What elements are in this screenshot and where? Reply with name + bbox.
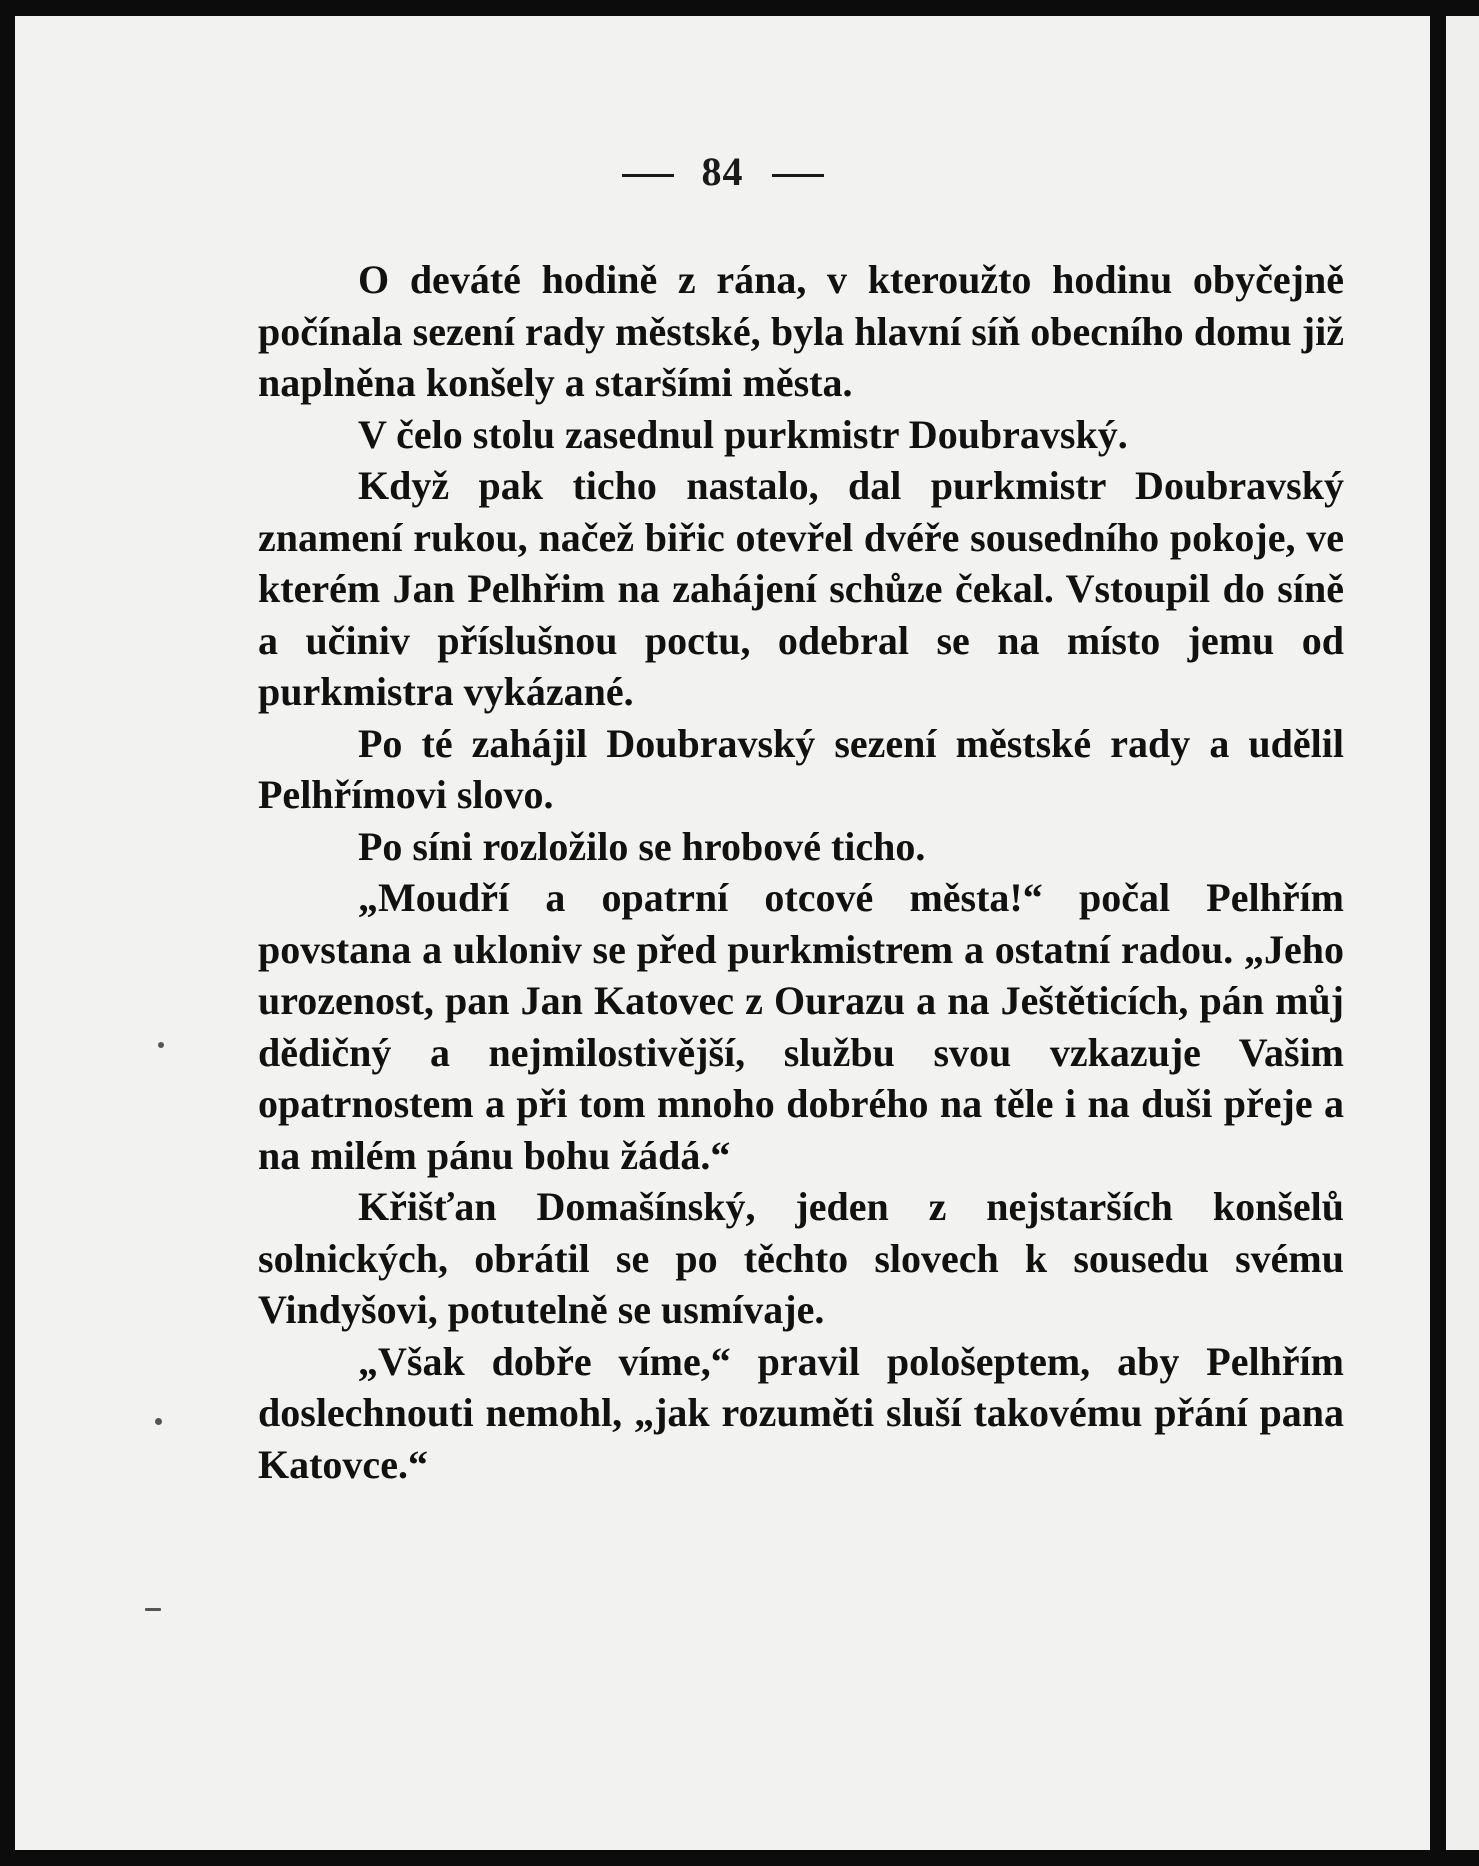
paragraph: Po síni rozložilo se hrobové ticho.	[358, 823, 926, 869]
right-dash	[772, 174, 824, 177]
paragraph: V čelo stolu zasednul purkmistr Doubravský.	[358, 411, 1128, 457]
page-number: 84	[701, 149, 744, 194]
paragraph: Když pak ticho nastalo, dal purkmistr Doubravský znamení rukou, načež biřic otevřel dvéře sousedního pokoje, ve kterém Jan Pelhřim na zahájení schůze čekal. Vstoupil do síně a učiniv příslušnou poctu, odebral se na místo jemu od purkmistra vykázané.	[258, 463, 1344, 714]
paragraph: O deváté hodině z rána, v kteroužto hodinu obyčejně počínala sezení rady městské, byla hlavní síň obecního domu již naplněna konšely a staršími města.	[258, 257, 1344, 405]
page-number-header	[15, 148, 1430, 195]
paragraph: Po té zahájil Doubravský sezení městské rady a udělil Pelhřímovi slovo.	[258, 720, 1344, 817]
body-text	[258, 254, 1344, 1490]
ink-speck	[145, 1608, 161, 1611]
paragraph: „Však dobře víme,“ pravil pološeptem, aby Pelhřím doslechnouti nemohl, „jak rozuměti sluší takovému přání pana Katovce.“	[258, 1338, 1344, 1487]
paragraph: „Moudří a opatrní otcové města!“ počal Pelhřím povstana a ukloniv se před purkmistrem a ostatní radou. „Jeho urozenost, pan Jan Katovec z Ourazu a na Ještěticích, pán můj dědičný a nejmilostivější, službu svou vzkazuje Vašim opatrnostem a při tom mnoho dobrého na těle i na duši přeje a na milém pánu bohu žádá.“	[258, 875, 1344, 1178]
paragraph: Křišťan Domašínský, jeden z nejstarších konšelů solnických, obrátil se po těchto slovech k sousedu svému Vindyšovi, potutelně se usmívaje.	[258, 1184, 1344, 1332]
left-dash	[622, 174, 674, 177]
adjacent-page-edge	[1446, 16, 1479, 1850]
ink-speck	[158, 1042, 164, 1048]
ink-speck	[155, 1418, 162, 1425]
book-page	[15, 16, 1430, 1850]
